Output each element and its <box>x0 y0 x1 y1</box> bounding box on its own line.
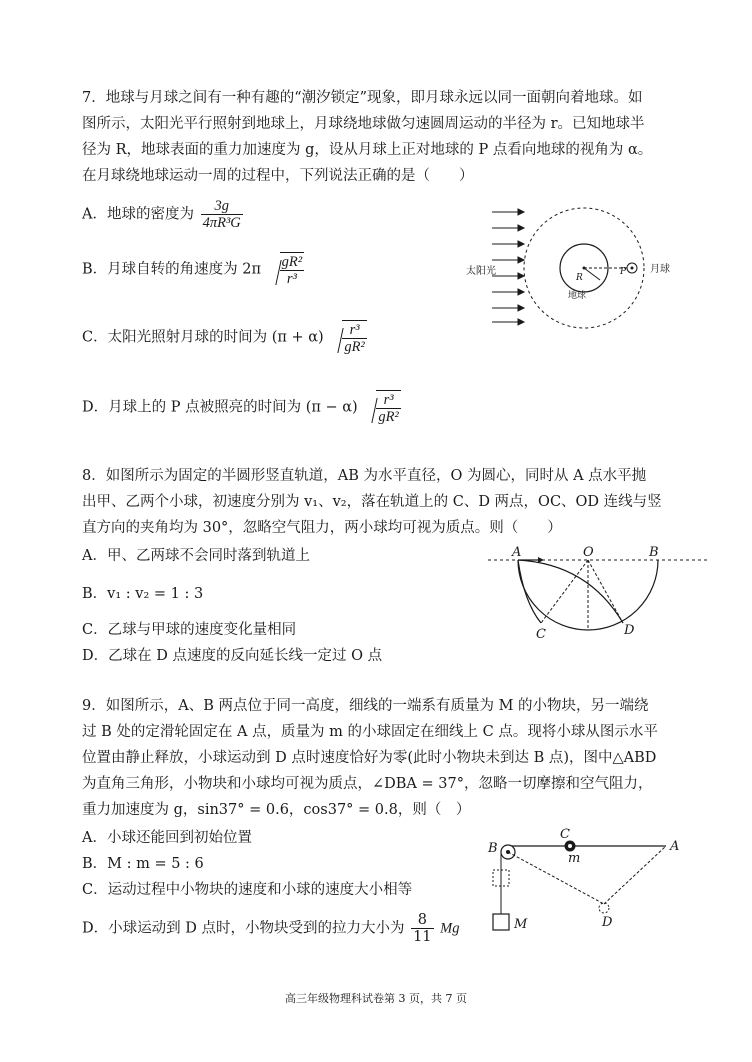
q8-option-b[interactable]: B．v₁ : v₂ = 1 : 3 <box>82 586 204 602</box>
sunlight-arrow <box>492 289 524 295</box>
sunlight-arrow <box>492 305 524 311</box>
q8-stem-line1: 8．如图所示为固定的半圆形竖直轨道，AB 为水平直径，O 为圆心，同时从 A 点水平抛 <box>82 468 647 484</box>
line-oc <box>541 560 588 623</box>
earth-radius <box>584 268 600 280</box>
mass-m-label: m <box>568 851 581 866</box>
q7-option-a-fraction: $\frac{3g}{\text{4πR³G}}$ <box>202 198 241 231</box>
q9-stem-line5: 重力加速度为 g，sin37° = 0.6，cos37° = 0.8，则（ ） <box>82 802 471 818</box>
sunlight-arrow <box>492 209 524 215</box>
point-a-label: A <box>670 839 680 854</box>
q7-option-b-sqrt: $\frac{\text{gR²}}{\text{r³}}$ <box>268 252 304 287</box>
q7-option-d-sqrt: $\frac{\text{r³}}{\text{gR²}}$ <box>364 390 400 425</box>
q7-option-a[interactable] <box>82 198 245 231</box>
q9-option-d-fraction: $\frac{8}{11}$ <box>413 912 432 945</box>
ball-at-c-center <box>568 844 572 848</box>
moon-center <box>631 267 634 270</box>
q7-option-a-text: A．地球的密度为 <box>82 206 194 223</box>
q8-stem-line2: 出甲、乙两个小球，初速度分别为 v₁、v₂，落在轨道上的 C、D 两点，OC、OD 连线与竖 <box>82 494 662 510</box>
line-da <box>604 846 666 904</box>
q8-figure <box>488 542 708 642</box>
q9-option-d-suffix: Mg <box>440 920 460 937</box>
earth-label: 地球 <box>568 291 587 301</box>
q7-option-b-text: B．月球自转的角速度为 2π <box>82 261 262 278</box>
q8-option-d[interactable]: D．乙球在 D 点速度的反向延长线一定过 O 点 <box>82 648 383 664</box>
point-c-label: C <box>536 627 546 642</box>
point-a-label: A <box>512 545 522 560</box>
q7-option-c-sqrt: $\frac{\text{r³}}{\text{gR²}}$ <box>330 320 366 355</box>
point-b-label: B <box>649 545 659 560</box>
line-od <box>588 560 623 623</box>
q7-stem-line2: 图所示，太阳光平行照射到地球上，月球绕地球做匀速圆周运动的半径为 r。已知地球半 <box>82 116 645 132</box>
q8-option-a[interactable]: A．甲、乙两球不会同时落到轨道上 <box>82 548 310 564</box>
q7-figure <box>456 200 696 330</box>
line-bd <box>508 852 604 904</box>
sunlight-label: 太阳光 <box>466 266 496 277</box>
q7-stem-line1: 7．地球与月球之间有一种有趣的“潮汐锁定”现象，即月球永远以同一面朝向着地球。如 <box>82 90 643 106</box>
sunlight-arrows <box>492 209 524 325</box>
block-m <box>493 914 509 930</box>
q7-stem-line3: 径为 R，地球表面的重力加速度为 g，设从月球上正对地球的 P 点看向地球的视角为 α。 <box>82 142 653 158</box>
q9-stem-line1: 9．如图所示，A、B 两点位于同一高度，细线的一端系有质量为 M 的小物块，另一端绕 <box>82 698 649 714</box>
q8-option-c[interactable]: C．乙球与甲球的速度变化量相同 <box>82 622 297 638</box>
radius-label: R <box>576 273 583 283</box>
q7-option-b[interactable] <box>82 252 304 287</box>
trajectory-d <box>518 560 623 623</box>
q7-option-c[interactable] <box>82 320 367 355</box>
point-b-label: B <box>488 841 498 856</box>
sunlight-arrow <box>492 225 524 231</box>
point-d-label: D <box>624 623 635 638</box>
q9-option-d-text: D．小球运动到 D 点时，小物块受到的拉力大小为 <box>82 920 405 937</box>
q7-option-d[interactable] <box>82 390 401 425</box>
q7-option-c-text: C．太阳光照射月球的时间为 (π + α) <box>82 329 324 346</box>
q7-stem-line4: 在月球绕地球运动一周的过程中，下列说法正确的是（ ） <box>82 168 474 184</box>
q9-option-a[interactable]: A．小球还能回到初始位置 <box>82 830 252 846</box>
point-d-label: D <box>602 915 613 930</box>
ball-at-d <box>599 903 609 913</box>
q7-option-d-text: D．月球上的 P 点被照亮的时间为 (π − α) <box>82 399 358 416</box>
trajectory-c <box>518 560 541 623</box>
point-p-label: P <box>620 267 627 277</box>
page-footer: 高三年级物理科试卷第 3 页，共 7 页 <box>285 992 467 1005</box>
point-c-label: C <box>560 827 570 842</box>
sunlight-arrow <box>492 273 524 279</box>
q9-option-c[interactable]: C．运动过程中小物块的速度和小球的速度大小相等 <box>82 882 413 898</box>
q9-option-d[interactable] <box>82 912 459 945</box>
q8-stem-line3: 直方向的夹角均为 30°，忽略空气阻力，两小球均可视为质点。则（ ） <box>82 520 562 536</box>
q9-stem-line4: 为直角三角形，小物块和小球均可视为质点，∠DBA = 37°，忽略一切摩擦和空气阻力， <box>82 776 653 792</box>
q9-figure <box>484 822 704 942</box>
q9-option-b[interactable]: B．M : m = 5 : 6 <box>82 856 204 872</box>
point-o-label: O <box>583 545 594 560</box>
mass-big-m-label: M <box>514 917 528 932</box>
q9-stem-line3: 位置由静止释放，小球运动到 D 点时速度恰好为零(此时小物块未到达 B 点)，图中△ABD <box>82 750 657 766</box>
q9-stem-line2: 过 B 处的定滑轮固定在 A 点，质量为 m 的小球固定在细线上 C 点。现将小球从图示水平 <box>82 724 658 740</box>
sunlight-arrow <box>492 257 524 263</box>
sunlight-arrow <box>492 319 524 325</box>
moon-label: 月球 <box>650 264 670 275</box>
sunlight-arrow <box>492 241 524 247</box>
